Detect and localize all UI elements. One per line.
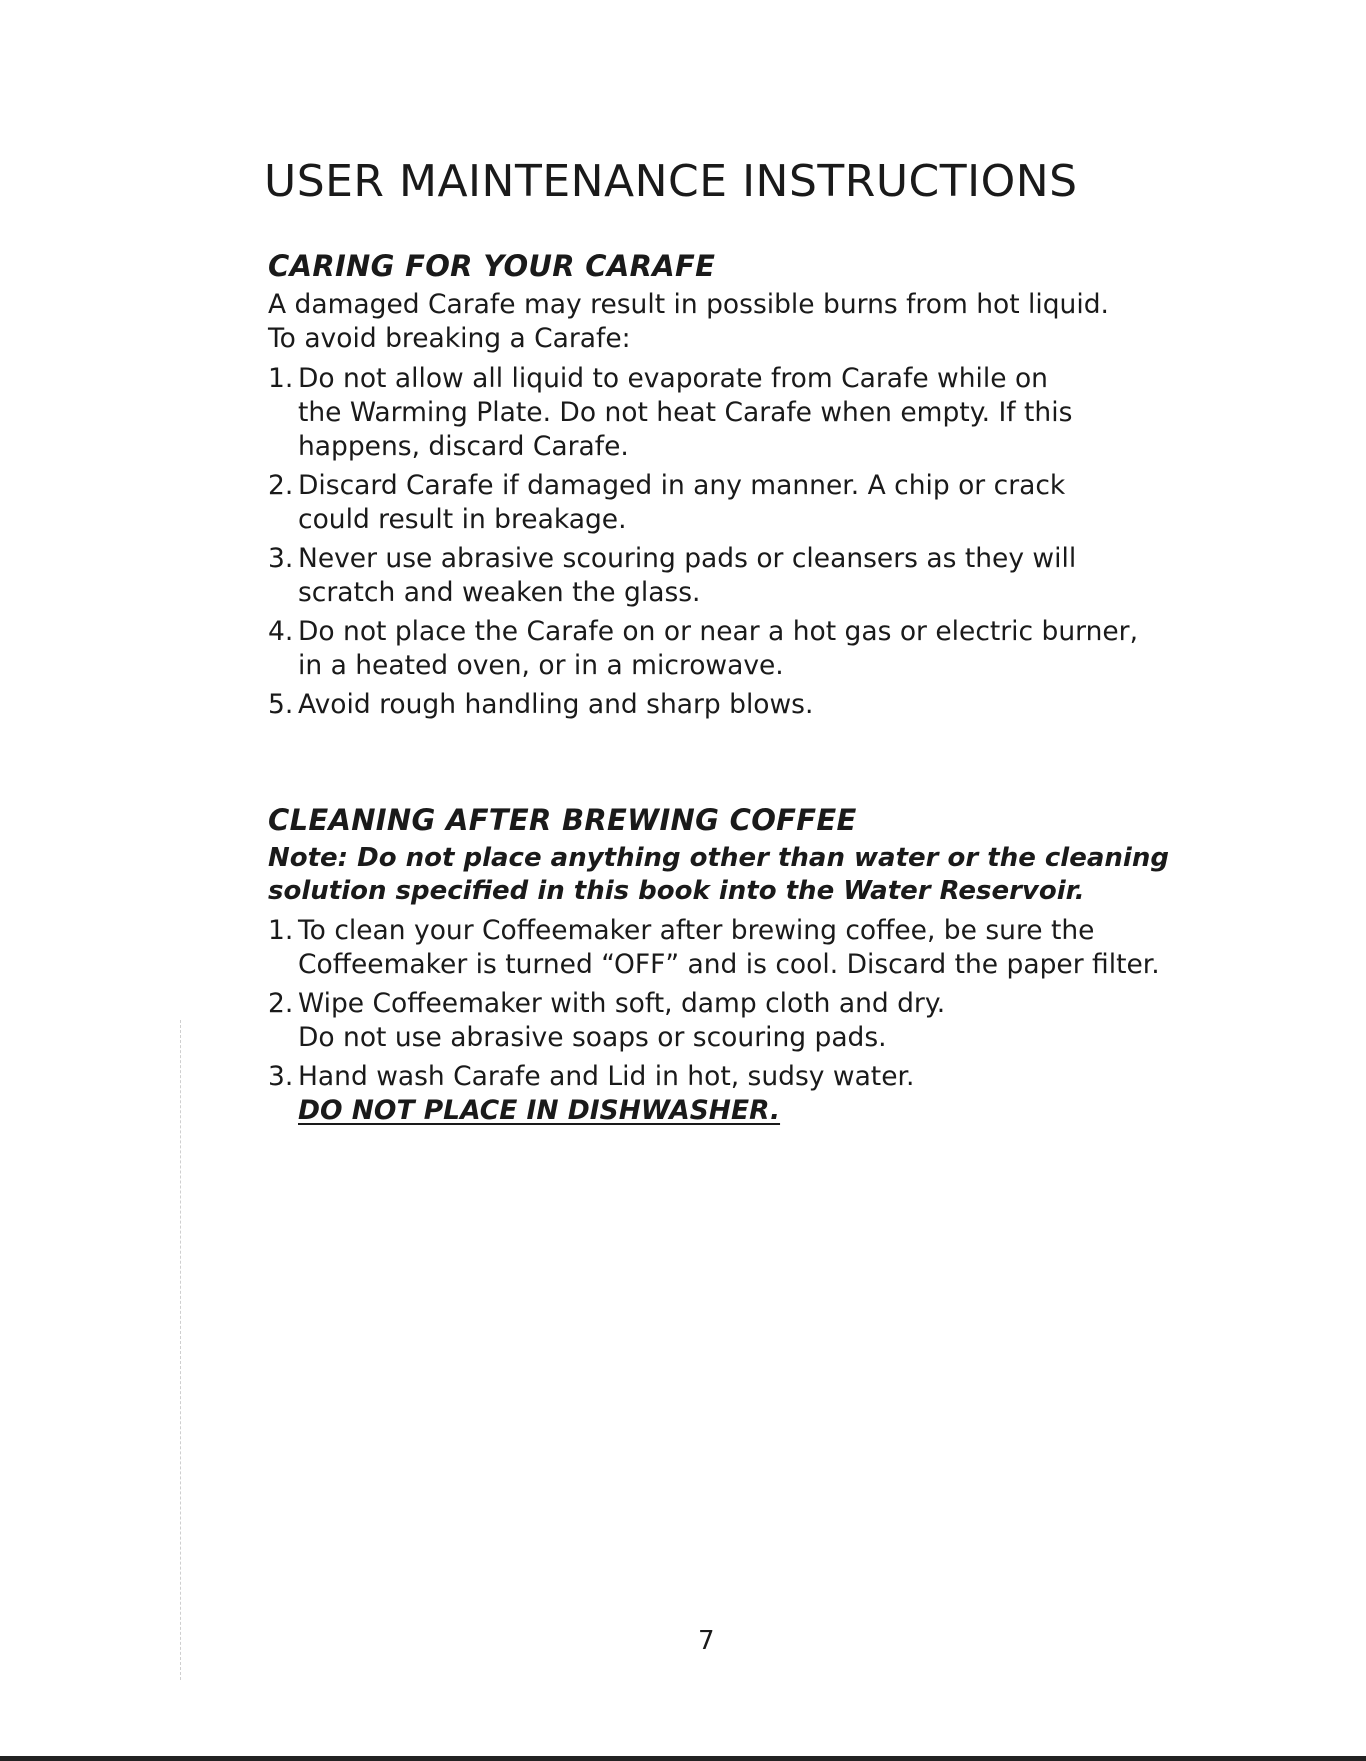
bottom-edge-rule [0,1756,1366,1761]
list-item [268,1060,1168,1128]
item-text: the Warming Plate. Do not heat Carafe when empty. If this [298,397,1073,428]
item-text: Do not use abrasive soaps or scouring pads. [298,1022,887,1053]
scan-margin-rule [180,1020,181,1680]
item-number: 1. [268,915,294,946]
note [268,842,1168,908]
item-text: Avoid rough handling and sharp blows. [298,689,814,720]
note-text: Note: Do not place anything other than water or the cleaning [268,843,1169,873]
section-heading: CLEANING AFTER BREWING COFFEE [268,803,857,837]
cleaning-list [268,914,1168,1128]
cleaning-after-brewing-section [268,802,1168,1133]
list-item [268,914,1168,982]
item-number: 2. [268,988,294,1019]
item-text: Never use abrasive scouring pads or cleansers as they will [298,543,1077,574]
item-number: 2. [268,470,294,501]
caring-for-carafe-section [268,248,1168,727]
item-number: 3. [268,1061,294,1092]
list-item [268,615,1168,683]
item-number: 3. [268,543,294,574]
list-item [268,469,1168,537]
item-number: 5. [268,689,294,720]
note-text: solution specified in this book into the Water Reservoir. [268,876,1085,906]
item-text: Wipe Coffeemaker with soft, damp cloth and dry. [298,988,946,1019]
item-text: Do not allow all liquid to evaporate from Carafe while on [298,363,1048,394]
item-text: Coffeemaker is turned “OFF” and is cool. Discard the paper filter. [298,949,1160,980]
item-text: To clean your Coffeemaker after brewing coffee, be sure the [298,915,1095,946]
page-title: USER MAINTENANCE INSTRUCTIONS [264,156,1078,207]
intro-line: A damaged Carafe may result in possible burns from hot liquid. [268,289,1109,320]
item-number: 4. [268,616,294,647]
list-item [268,542,1168,610]
list-item [268,987,1168,1055]
section-heading: CARING FOR YOUR CARAFE [268,249,716,283]
intro-line: To avoid breaking a Carafe: [268,323,631,354]
item-text: scratch and weaken the glass. [298,577,701,608]
item-text: in a heated oven, or in a microwave. [298,650,784,681]
item-text: could result in breakage. [298,504,627,535]
list-item [268,362,1168,464]
list-item [268,688,1168,722]
page-number: 7 [698,1626,715,1656]
carafe-care-list [268,362,1168,722]
item-text: Hand wash Carafe and Lid in hot, sudsy water. [298,1061,915,1092]
item-text: happens, discard Carafe. [298,431,629,462]
item-text: Discard Carafe if damaged in any manner. A chip or crack [298,470,1066,501]
item-number: 1. [268,363,294,394]
item-text: Do not place the Carafe on or near a hot gas or electric burner, [298,616,1139,647]
dishwasher-warning: DO NOT PLACE IN DISHWASHER. [298,1095,781,1126]
